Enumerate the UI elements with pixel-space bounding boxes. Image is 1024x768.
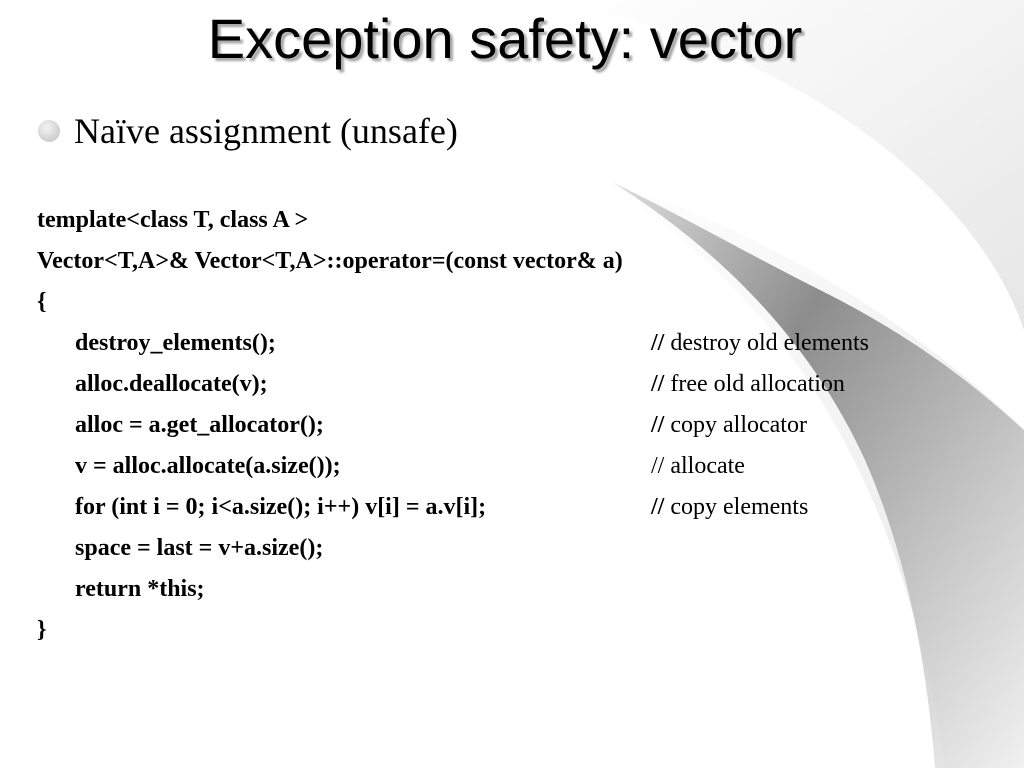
code-comment: // destroy old elements: [651, 330, 869, 356]
code-line: for (int i = 0; i<a.size(); i++) v[i] = a.v[i];: [75, 494, 487, 520]
code-line: destroy_elements();: [75, 330, 276, 356]
code-comment: // allocate: [651, 453, 745, 479]
slide-title: Exception safety: vector: [207, 7, 803, 70]
code-open-brace: {: [37, 289, 47, 315]
code-comment: // copy allocator: [651, 412, 807, 438]
code-line: space = last = v+a.size();: [75, 535, 324, 561]
code-template-line: template<class T, class A >: [37, 207, 309, 233]
bullet-text: Naïve assignment (unsafe): [74, 111, 458, 151]
code-line: return *this;: [75, 576, 205, 602]
code-line: v = alloc.allocate(a.size());: [75, 453, 341, 479]
code-line: alloc = a.get_allocator();: [75, 412, 324, 438]
code-line: alloc.deallocate(v);: [75, 371, 268, 397]
code-comment: // copy elements: [651, 494, 809, 520]
code-comment: // free old allocation: [651, 371, 845, 397]
code-signature-line: Vector<T,A>& Vector<T,A>::operator=(const vector& a): [37, 248, 623, 274]
code-close-brace: }: [37, 617, 47, 643]
bullet-dot-icon: [38, 120, 60, 142]
bullet-item: [38, 108, 458, 154]
